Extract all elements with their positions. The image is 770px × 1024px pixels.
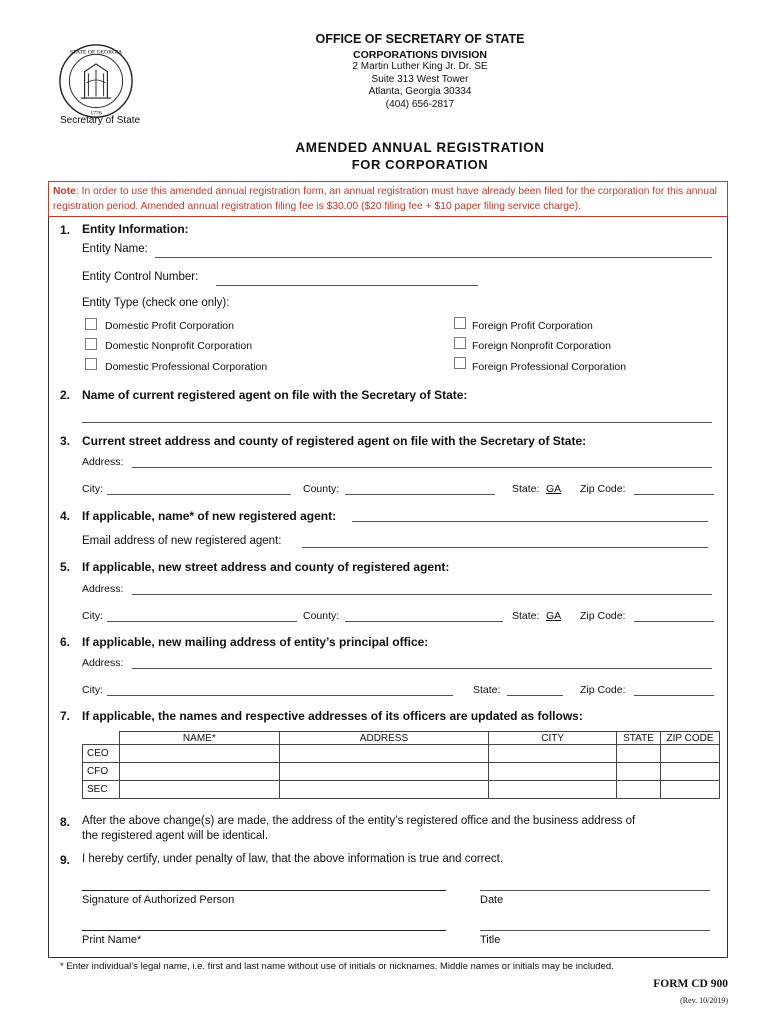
signature-label: Signature of Authorized Person [82,894,235,906]
form-title-line2: FOR CORPORATION [351,157,489,172]
section2-title: Name of current registered agent on file with the Secretary of State: [82,388,468,402]
form-title-line1: AMENDED ANNUAL REGISTRATION [295,140,545,155]
title-line[interactable] [480,930,710,931]
city-field[interactable] [107,494,291,495]
officer-city-cell[interactable] [489,745,617,763]
foreign-profit-checkbox[interactable] [454,317,466,329]
current-agent-name-field[interactable] [82,422,712,423]
new-agent-email-field[interactable] [302,547,708,548]
section-number: 5. [60,560,71,574]
table-row [83,763,720,781]
officer-address-cell[interactable] [279,763,489,781]
state-label: State: [512,610,540,622]
officer-zip-cell[interactable] [661,745,720,763]
division-name: CORPORATIONS DIVISION [353,49,487,61]
officer-role-label: CEO [83,745,120,763]
city-field[interactable] [107,695,453,696]
section-number: 3. [60,434,71,448]
section8-text-line1: After the above change(s) are made, the address of the entity’s registered office and the business address of [82,815,636,827]
officer-city-cell[interactable] [489,763,617,781]
checkbox-label: Domestic Nonprofit Corporation [105,340,253,352]
address-label: Address: [82,657,124,669]
office-name: OFFICE OF SECRETARY OF STATE [315,32,525,46]
state-value: GA [546,610,562,622]
section6-title: If applicable, new mailing address of entity’s principal office: [82,635,429,649]
officer-address-cell[interactable] [279,781,489,799]
title-label: Title [480,934,501,946]
section4-title: If applicable, name* of new registered agent: [82,509,337,523]
entity-name-label: Entity Name: [82,243,148,255]
control-number-label: Entity Control Number: [82,271,199,283]
officer-city-cell[interactable] [489,781,617,799]
checkbox-label: Foreign Professional Corporation [472,361,627,373]
officer-name-cell[interactable] [119,745,279,763]
zip-field[interactable] [634,695,714,696]
entity-name-field[interactable] [155,257,712,258]
section-number: 1. [60,223,71,237]
section3-title: Current street address and county of registered agent on file with the Secretary of State: [82,434,587,448]
column-header-city: CITY [489,732,617,745]
svg-text:1776: 1776 [90,110,102,117]
secretary-label: Secretary of State [60,115,141,126]
note-box [48,181,728,217]
officer-state-cell[interactable] [617,745,661,763]
revision-date: (Rev. 10/2019) [680,996,728,1005]
section-number: 7. [60,709,71,723]
phone-line: (404) 656-2817 [385,98,455,110]
section-number: 2. [60,388,71,402]
column-header-name: NAME* [119,732,279,745]
state-label: State: [512,483,540,495]
domestic-professional-checkbox[interactable] [85,358,97,370]
zip-label: Zip Code: [580,684,626,696]
address-label: Address: [82,583,124,595]
address-label: Address: [82,456,124,468]
county-field[interactable] [345,621,503,622]
address-line: Atlanta, Georgia 30334 [368,86,472,97]
entity-type-label: Entity Type (check one only): [82,297,230,309]
column-header-address: ADDRESS [279,732,489,745]
checkbox-label: Foreign Nonprofit Corporation [472,340,611,352]
section1-title: Entity Information: [82,222,189,236]
county-label: County: [303,483,340,495]
table-header-blank [83,732,120,745]
foreign-nonprofit-checkbox[interactable] [454,337,466,349]
checkbox-label: Domestic Professional Corporation [105,361,268,373]
form-id: FORM CD 900 [653,978,728,990]
officer-role-label: SEC [83,781,120,799]
officer-address-cell[interactable] [279,745,489,763]
address-line: 2 Martin Luther King Jr. Dr. SE [352,61,488,72]
state-field[interactable] [507,695,563,696]
new-agent-address-field[interactable] [132,594,712,595]
city-label: City: [82,684,103,696]
office-header [250,32,590,111]
domestic-profit-checkbox[interactable] [85,318,97,330]
section5-title: If applicable, new street address and county of registered agent: [82,560,450,574]
city-label: City: [82,610,103,622]
section7-title: If applicable, the names and respective addresses of its officers are updated as follows: [82,709,583,723]
control-number-field[interactable] [216,285,478,286]
domestic-nonprofit-checkbox[interactable] [85,338,97,350]
date-line[interactable] [480,890,710,891]
table-header-row [83,732,720,745]
checkbox-label: Domestic Profit Corporation [105,320,234,332]
note-label: Note [53,186,76,197]
table-row [83,781,720,799]
email-label: Email address of new registered agent: [82,535,282,547]
zip-label: Zip Code: [580,610,626,622]
zip-field[interactable] [634,621,714,622]
officers-table [82,731,720,799]
officer-role-label: CFO [83,763,120,781]
county-field[interactable] [345,494,495,495]
city-field[interactable] [107,621,297,622]
georgia-state-seal [58,43,134,119]
footnote: * Enter individual’s legal name, i.e. first and last name without use of initials or nicknames. Middle names or initials may be included. [60,961,614,972]
column-header-zip: ZIP CODE [661,732,720,745]
officer-zip-cell[interactable] [661,763,720,781]
city-label: City: [82,483,103,495]
principal-office-address-field[interactable] [132,668,712,669]
zip-field[interactable] [634,494,714,495]
officer-state-cell[interactable] [617,781,661,799]
print-name-label: Print Name* [82,934,142,946]
section8-text-line2: the registered agent will be identical. [82,830,269,842]
checkbox-label: Foreign Profit Corporation [472,320,593,332]
section-number: 6. [60,635,71,649]
officer-state-cell[interactable] [617,763,661,781]
table-row [83,745,720,763]
section-number: 8. [60,815,71,829]
foreign-professional-checkbox[interactable] [454,357,466,369]
column-header-state: STATE [617,732,661,745]
state-label: State: [473,684,501,696]
officer-zip-cell[interactable] [661,781,720,799]
signature-line[interactable] [82,890,446,891]
county-label: County: [303,610,340,622]
officer-name-cell[interactable] [119,781,279,799]
address-line: Suite 313 West Tower [371,73,469,85]
certification-text: I hereby certify, under penalty of law, that the above information is true and correct. [82,853,504,865]
date-label: Date [480,894,504,906]
section-number: 4. [60,509,71,523]
note-text: : In order to use this amended annual registration form, an annual registration must have already been filed for the corporation for this annual registration period. Amended annual registration filing fee is $30.00 ($20 filing fee + $10 paper filing service charge). [53,186,717,212]
state-value: GA [546,483,562,495]
new-agent-name-field[interactable] [352,521,708,522]
current-agent-address-field[interactable] [132,467,712,468]
svg-text:STATE OF GEORGIA: STATE OF GEORGIA [69,49,123,56]
zip-label: Zip Code: [580,483,626,495]
section-number: 9. [60,853,71,867]
officer-name-cell[interactable] [119,763,279,781]
print-name-line[interactable] [82,930,446,931]
